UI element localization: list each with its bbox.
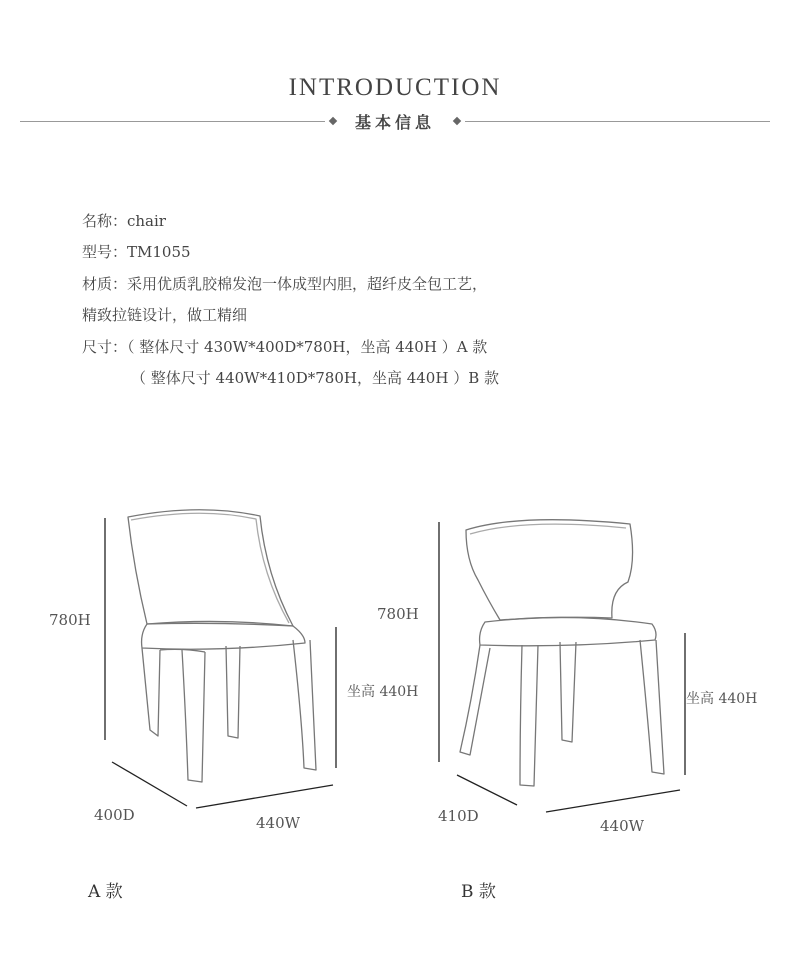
- chair-b-width-label: 440W: [600, 817, 645, 835]
- chair-a-leg-front-right: [293, 640, 316, 770]
- section-subtitle: 基本信息: [354, 113, 435, 132]
- info-name: 名称：chair: [82, 212, 166, 230]
- chair-b-label: B 款: [461, 882, 496, 902]
- chair-a-seat: [142, 621, 305, 649]
- chair-b-leg-back-left: [460, 645, 490, 755]
- chair-b-seat-height-label: 坐高 440H: [686, 691, 758, 707]
- divider-right: [465, 121, 770, 122]
- chair-b-depth-label: 410D: [438, 807, 479, 825]
- chair-b-leg-back-right: [560, 642, 576, 742]
- info-size-b: （ 整体尺寸 440W*410D*780H，坐高 440H ）B 款: [131, 369, 499, 387]
- info-material-line1: 材质：采用优质乳胶棉发泡一体成型内胆，超纤皮全包工艺，: [82, 275, 488, 293]
- chair-b-seat: [480, 617, 656, 645]
- chair-b-depth-line: [457, 775, 517, 805]
- chair-a-backrest: [128, 510, 293, 626]
- info-model: 型号：TM1055: [82, 243, 191, 261]
- info-material-line2: 精致拉链设计，做工精细: [82, 306, 248, 324]
- info-size-a: 尺寸：（ 整体尺寸 430W*400D*780H，坐高 440H ）A 款: [82, 338, 488, 356]
- chair-b-height-label: 780H: [377, 605, 419, 623]
- chair-a-depth-line: [112, 762, 187, 806]
- chair-a-width-label: 440W: [256, 814, 301, 832]
- chair-a-height-label: 780H: [49, 611, 91, 629]
- subtitle-row: [20, 110, 770, 134]
- chair-a-leg-back-left: [142, 648, 160, 736]
- chair-a-width-line: [196, 785, 333, 808]
- chair-a-leg-front-left: [182, 650, 205, 782]
- chair-a-depth-label: 400D: [94, 806, 135, 824]
- chair-b-leg-front-left: [520, 645, 538, 786]
- chair-a-seat-height-label: 坐高 440H: [347, 684, 419, 700]
- chair-a-label: A 款: [88, 882, 123, 902]
- chair-b-width-line: [546, 790, 680, 812]
- chair-a-leg-back-right: [226, 646, 240, 738]
- chair-b-leg-front-right: [640, 640, 664, 774]
- page-title: INTRODUCTION: [288, 74, 502, 101]
- chair-b-backrest: [466, 520, 633, 620]
